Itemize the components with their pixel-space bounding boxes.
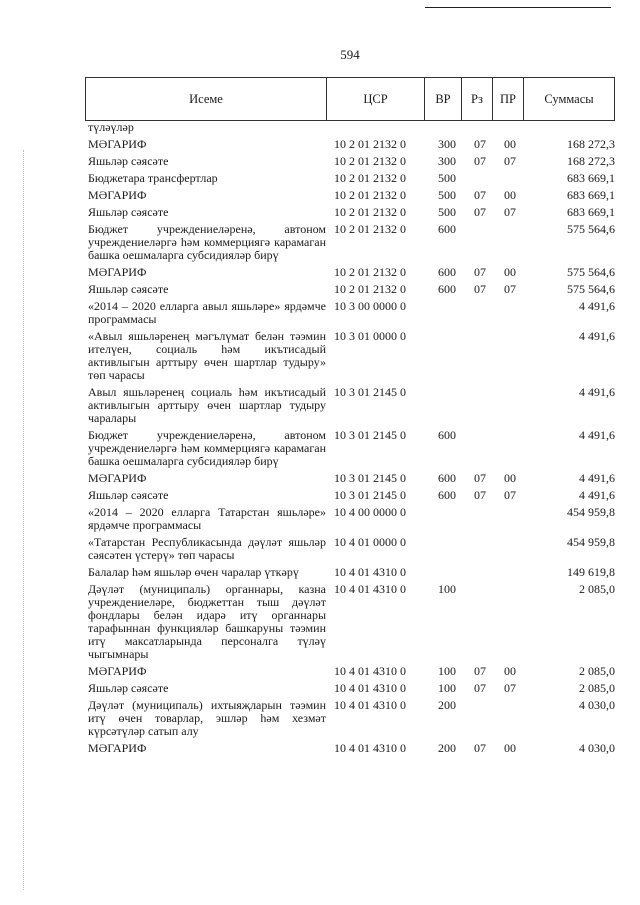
margin-line <box>23 150 24 890</box>
cell-name: Яшьләр сәясәте <box>88 681 169 695</box>
cell-csr: 10 4 01 4310 0 <box>334 741 406 755</box>
table-row <box>88 665 615 682</box>
table-row <box>88 583 615 665</box>
cell-sum: 2 085,0 <box>579 664 615 678</box>
table-row <box>88 330 615 386</box>
cell-csr: 10 4 01 4310 0 <box>334 681 406 695</box>
cell-csr: 10 3 01 2145 0 <box>334 385 406 399</box>
cell-csr: 10 2 01 2132 0 <box>334 222 406 236</box>
cell-sum: 4 491,6 <box>579 385 615 399</box>
cell-vr <box>429 330 465 382</box>
cell-vr: 200 <box>438 741 456 755</box>
cell-sum: 4 030,0 <box>579 741 615 755</box>
cell-csr: 10 3 01 2145 0 <box>334 471 406 485</box>
cell-name: Дәүләт (муниципаль) ихтыяҗларын тәэмин итү өчен товарлар, эшләр һәм хезмәт күрсәтүләр сатып алу <box>88 698 326 738</box>
cell-vr: 100 <box>438 582 456 596</box>
cell-csr: 10 4 01 4310 0 <box>334 582 406 596</box>
cell-pr: 00 <box>504 664 516 678</box>
table-row <box>88 138 615 155</box>
cell-vr: 100 <box>438 681 456 695</box>
table-header <box>85 77 615 121</box>
table-row <box>88 386 615 429</box>
cell-name: «Авыл яшьләренең мәгълүмат белән тәэмин ителүен, социаль һәм икътисадый активлыгын арттыру өчен шартлар тудыру» төп чарасы <box>88 329 326 382</box>
cell-csr: 10 4 01 0000 0 <box>334 535 406 549</box>
cell-sum: 4 491,6 <box>579 329 615 343</box>
cell-name: МӘГАРИФ <box>88 664 147 678</box>
cell-vr: 500 <box>438 188 456 202</box>
cell-rz <box>465 699 495 738</box>
cell-sum: 4 030,0 <box>579 698 615 712</box>
cell-rz: 07 <box>474 741 486 755</box>
cell-name: МӘГАРИФ <box>88 265 147 279</box>
cell-name: Яшьләр сәясәте <box>88 282 169 296</box>
cell-pr: 07 <box>504 205 516 219</box>
cell-name: Авыл яшьләренең социаль һәм икътисадый активлыгын арттыру өчен шартлар тудыру чаралары <box>88 385 326 425</box>
cell-sum: 4 491,6 <box>579 299 615 313</box>
cell-sum: 575 564,6 <box>567 222 615 236</box>
cell-sum: 2 085,0 <box>579 681 615 695</box>
cell-sum: 149 619,8 <box>567 565 615 579</box>
cell-csr: 10 3 01 0000 0 <box>334 329 406 343</box>
cell-name: Дәүләт (муниципаль) органнары, казна учреждениеләре, бюджеттан тыш дәүләт фондлары белән идарә итү органнары тарафыннан функцияләр башкаруны тәэмин итү максатларында персоналга түләү чыгымнары <box>88 582 326 661</box>
cell-csr: 10 2 01 2132 0 <box>334 137 406 151</box>
table-row <box>88 172 615 189</box>
cell-sum: 454 959,8 <box>567 535 615 549</box>
cell-rz <box>465 386 495 425</box>
header-pr: ПР <box>493 78 524 121</box>
cell-name: МӘГАРИФ <box>88 471 147 485</box>
table-row <box>88 300 615 330</box>
table-row <box>88 566 615 583</box>
cell-rz: 07 <box>474 282 486 296</box>
cell-name: Бюджет учреждениеләренә, автоном учреждениеләргә һәм коммерциягә карамаган башка оешмаларга субсидияләр бирү <box>88 222 326 262</box>
cell-rz: 07 <box>474 265 486 279</box>
cell-rz <box>465 172 495 185</box>
table-row <box>88 682 615 699</box>
table-row <box>88 266 615 283</box>
table-row <box>88 506 615 536</box>
cell-csr: 10 4 01 4310 0 <box>334 565 406 579</box>
cell-sum: 683 669,1 <box>567 188 615 202</box>
cell-rz: 07 <box>474 664 486 678</box>
cell-rz <box>465 506 495 532</box>
cell-csr <box>334 121 429 134</box>
cell-rz: 07 <box>474 205 486 219</box>
cell-rz <box>465 429 495 468</box>
header-sum: Суммасы <box>524 78 615 121</box>
cell-csr: 10 3 01 2145 0 <box>334 488 406 502</box>
cell-name: МӘГАРИФ <box>88 188 147 202</box>
cell-pr <box>495 223 525 262</box>
table-row <box>88 206 615 223</box>
cell-rz: 07 <box>474 188 486 202</box>
cell-name: МӘГАРИФ <box>88 137 147 151</box>
cell-name: Бюджетара трансфертлар <box>88 171 218 185</box>
cell-vr <box>429 300 465 326</box>
cell-pr <box>495 699 525 738</box>
cell-vr: 600 <box>438 488 456 502</box>
cell-pr: 07 <box>504 154 516 168</box>
cell-sum: 683 669,1 <box>567 171 615 185</box>
cell-rz <box>465 223 495 262</box>
cell-name: Яшьләр сәясәте <box>88 488 169 502</box>
cell-vr: 500 <box>438 171 456 185</box>
top-rule <box>425 7 611 8</box>
cell-csr: 10 4 01 4310 0 <box>334 664 406 678</box>
cell-pr: 00 <box>504 741 516 755</box>
cell-vr <box>429 121 465 134</box>
table-row <box>88 489 615 506</box>
cell-pr <box>495 172 525 185</box>
cell-rz: 07 <box>474 137 486 151</box>
cell-csr: 10 2 01 2132 0 <box>334 171 406 185</box>
cell-csr: 10 3 00 0000 0 <box>334 299 406 313</box>
cell-vr: 600 <box>438 222 456 236</box>
cell-sum: 168 272,3 <box>567 154 615 168</box>
cell-rz <box>465 536 495 562</box>
cell-name: Балалар һәм яшьләр өчен чаралар үткәрү <box>88 565 299 579</box>
cell-sum: 4 491,6 <box>579 471 615 485</box>
cell-vr: 500 <box>438 205 456 219</box>
cell-pr: 07 <box>504 681 516 695</box>
cell-sum: 4 491,6 <box>579 428 615 442</box>
header-name: Исеме <box>86 78 327 121</box>
cell-vr: 200 <box>438 698 456 712</box>
cell-vr: 100 <box>438 664 456 678</box>
cell-pr <box>495 429 525 468</box>
table-row <box>88 536 615 566</box>
cell-sum: 575 564,6 <box>567 282 615 296</box>
cell-csr: 10 4 01 4310 0 <box>334 698 406 712</box>
cell-pr: 07 <box>504 488 516 502</box>
cell-name: Яшьләр сәясәте <box>88 154 169 168</box>
cell-rz <box>465 121 495 134</box>
cell-vr: 300 <box>438 137 456 151</box>
cell-vr <box>429 506 465 532</box>
cell-pr: 07 <box>504 282 516 296</box>
table-row <box>88 189 615 206</box>
cell-rz <box>465 566 495 579</box>
cell-name: МӘГАРИФ <box>88 741 147 755</box>
cell-vr: 600 <box>438 428 456 442</box>
cell-name: Бюджет учреждениеләренә, автоном учреждениеләргә һәм коммерциягә карамаган башка оешмаларга субсидияләр бирү <box>88 428 326 468</box>
header-rz: Рз <box>462 78 493 121</box>
cell-pr <box>495 583 525 661</box>
cell-sum: 575 564,6 <box>567 265 615 279</box>
cell-csr: 10 3 01 2145 0 <box>334 428 406 442</box>
cell-csr: 10 2 01 2132 0 <box>334 154 406 168</box>
cell-rz: 07 <box>474 488 486 502</box>
cell-rz <box>465 583 495 661</box>
cell-pr: 00 <box>504 471 516 485</box>
table-body <box>88 121 615 759</box>
cell-name: «2014 – 2020 елларга Татарстан яшьләре» ярдәмче программасы <box>88 505 326 532</box>
table-row <box>88 429 615 472</box>
table-row <box>88 155 615 172</box>
cell-vr: 600 <box>438 471 456 485</box>
cell-name: «2014 – 2020 елларга авыл яшьләре» ярдәмче программасы <box>88 299 326 326</box>
page-number: 594 <box>340 47 360 62</box>
cell-sum: 4 491,6 <box>579 488 615 502</box>
table-row <box>88 223 615 266</box>
table-row <box>88 742 615 759</box>
cell-sum: 168 272,3 <box>567 137 615 151</box>
cell-pr: 00 <box>504 137 516 151</box>
cell-vr: 600 <box>438 282 456 296</box>
cell-sum <box>525 121 615 134</box>
cell-rz: 07 <box>474 154 486 168</box>
cell-pr: 00 <box>504 188 516 202</box>
cell-vr <box>429 566 465 579</box>
cell-pr <box>495 330 525 382</box>
cell-pr: 00 <box>504 265 516 279</box>
cell-pr <box>495 300 525 326</box>
cell-vr: 600 <box>438 265 456 279</box>
cell-rz: 07 <box>474 681 486 695</box>
cell-pr <box>495 386 525 425</box>
cell-sum: 2 085,0 <box>579 582 615 596</box>
header-vr: ВР <box>425 78 462 121</box>
cell-csr: 10 2 01 2132 0 <box>334 265 406 279</box>
cell-vr <box>429 536 465 562</box>
cell-name: «Татарстан Республикасында дәүләт яшьләр сәясәтен үстерү» төп чарасы <box>88 535 326 562</box>
cell-csr: 10 2 01 2132 0 <box>334 188 406 202</box>
cell-name: түләүләр <box>88 120 134 134</box>
table-row <box>88 472 615 489</box>
cell-csr: 10 2 01 2132 0 <box>334 282 406 296</box>
cell-rz <box>465 300 495 326</box>
cell-pr <box>495 536 525 562</box>
cell-pr <box>495 566 525 579</box>
cell-csr: 10 2 01 2132 0 <box>334 205 406 219</box>
cell-vr: 300 <box>438 154 456 168</box>
cell-rz <box>465 330 495 382</box>
cell-rz: 07 <box>474 471 486 485</box>
table-row <box>88 121 615 138</box>
header-csr: ЦСР <box>327 78 425 121</box>
cell-csr: 10 4 00 0000 0 <box>334 505 406 519</box>
cell-vr <box>429 386 465 425</box>
cell-sum: 683 669,1 <box>567 205 615 219</box>
cell-pr <box>495 506 525 532</box>
table-row <box>88 699 615 742</box>
cell-sum: 454 959,8 <box>567 505 615 519</box>
cell-name: Яшьләр сәясәте <box>88 205 169 219</box>
table-row <box>88 283 615 300</box>
cell-pr <box>495 121 525 134</box>
